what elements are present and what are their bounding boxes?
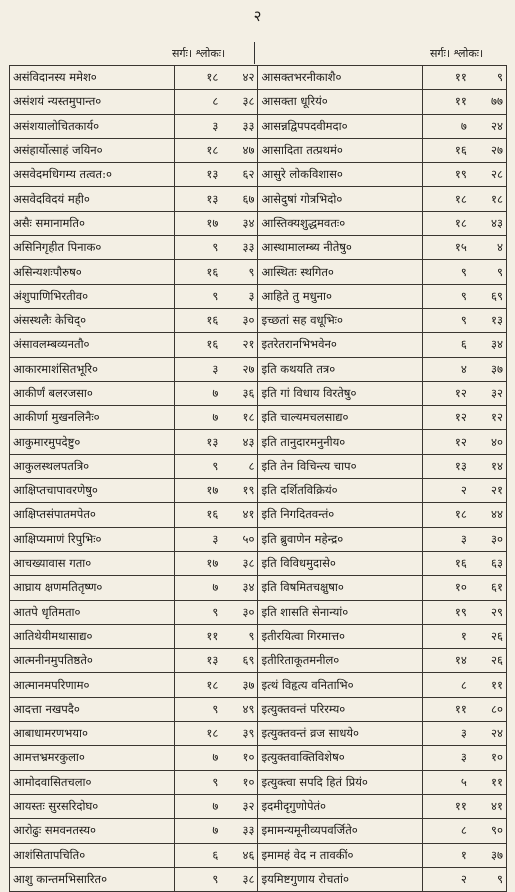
right-entry: आसादिता तत्प्रथमं० <box>258 138 423 162</box>
right-verse: ४० <box>470 430 507 454</box>
right-canto: १३ <box>423 454 470 478</box>
left-canto: १६ <box>174 333 221 357</box>
right-entry: आस्थितः स्थगित० <box>258 260 423 284</box>
left-verse: ६७ <box>221 187 258 211</box>
right-verse: ४१ <box>470 794 507 818</box>
right-entry: इतीरयित्वा गिरमात्त० <box>258 624 423 648</box>
index-row <box>10 187 507 211</box>
left-canto: ८ <box>174 90 221 114</box>
right-verse: २८ <box>470 163 507 187</box>
index-row <box>10 843 507 867</box>
left-entry: असंहार्योत्साहं जयिन० <box>10 138 175 162</box>
right-entry: इति निगदितवन्तं० <box>258 503 423 527</box>
index-row <box>10 236 507 260</box>
left-verse: १० <box>221 746 258 770</box>
index-row <box>10 551 507 575</box>
index-row <box>10 673 507 697</box>
index-row <box>10 722 507 746</box>
column-header-right: सर्गः। श्लोकः। <box>430 47 484 60</box>
left-canto: ९ <box>174 697 221 721</box>
header-divider <box>254 42 255 64</box>
left-entry: अंसस्थलैः केचिद्० <box>10 308 175 332</box>
right-entry: इत्युक्तवाक्तिविशेष० <box>258 746 423 770</box>
right-verse: ६९ <box>470 284 507 308</box>
column-header-left: सर्गः। श्लोकः। <box>172 47 226 60</box>
left-verse: ३३ <box>221 819 258 843</box>
right-entry: आस्तिक्यशुद्धमवतः० <box>258 211 423 235</box>
right-canto: ५ <box>423 770 470 794</box>
right-canto: ९ <box>423 308 470 332</box>
left-entry: आरोढुः समवनतस्य० <box>10 819 175 843</box>
left-verse: ४१ <box>221 503 258 527</box>
left-canto: १७ <box>174 479 221 503</box>
right-entry: इतीरिताकूतमनील० <box>258 649 423 673</box>
right-verse: ६१ <box>470 576 507 600</box>
right-verse: ४ <box>470 236 507 260</box>
left-verse: ६९ <box>221 649 258 673</box>
left-canto: ९ <box>174 600 221 624</box>
left-entry: अंसावलम्बव्यनतौ० <box>10 333 175 357</box>
right-verse: २४ <box>470 722 507 746</box>
right-verse: ७७ <box>470 90 507 114</box>
left-verse: ४२ <box>221 66 258 90</box>
left-verse: २१ <box>221 333 258 357</box>
left-canto: ७ <box>174 819 221 843</box>
left-canto: ९ <box>174 236 221 260</box>
left-canto: १८ <box>174 722 221 746</box>
left-entry: अंशुपाणिभिरतीव० <box>10 284 175 308</box>
right-entry: इदमीदृगुणोपेतं० <box>258 794 423 818</box>
right-verse: १० <box>470 746 507 770</box>
left-canto: ९ <box>174 454 221 478</box>
left-entry: आतिथेयीमथासाद्य० <box>10 624 175 648</box>
left-canto: ९ <box>174 284 221 308</box>
left-entry: आत्मानमपरिणाम० <box>10 673 175 697</box>
index-row <box>10 357 507 381</box>
left-canto: ७ <box>174 794 221 818</box>
right-verse: ३७ <box>470 357 507 381</box>
left-entry: असवेदमधिगम्य तत्वत:० <box>10 163 175 187</box>
index-row <box>10 211 507 235</box>
left-verse: ३६ <box>221 381 258 405</box>
index-row <box>10 114 507 138</box>
index-row <box>10 697 507 721</box>
right-canto: ९ <box>423 284 470 308</box>
left-verse: ४३ <box>221 430 258 454</box>
right-canto: १५ <box>423 236 470 260</box>
right-canto: १२ <box>423 406 470 430</box>
right-entry: इति ब्रुवाणेन महेन्द्र० <box>258 527 423 551</box>
right-entry: इतरेतरानभिभवेन० <box>258 333 423 357</box>
right-canto: ८ <box>423 819 470 843</box>
right-entry: इमामन्यमूनीव्यपवर्जिते० <box>258 819 423 843</box>
left-canto: १८ <box>174 673 221 697</box>
right-verse: २७ <box>470 138 507 162</box>
right-verse: ११ <box>470 770 507 794</box>
left-canto: १७ <box>174 551 221 575</box>
left-canto: १३ <box>174 163 221 187</box>
right-entry: आहिते तु मधुना० <box>258 284 423 308</box>
right-verse: २१ <box>470 479 507 503</box>
index-row <box>10 479 507 503</box>
right-canto: ८ <box>423 673 470 697</box>
right-entry: इति तेन विचिन्त्य चाप० <box>258 454 423 478</box>
left-canto: ३ <box>174 357 221 381</box>
left-entry: आचख्यावास गता० <box>10 551 175 575</box>
left-verse: ४६ <box>221 843 258 867</box>
right-canto: ३ <box>423 746 470 770</box>
right-canto: ११ <box>423 66 470 90</box>
index-row <box>10 624 507 648</box>
left-entry: असवेदविदयं मही० <box>10 187 175 211</box>
right-entry: आसन्नद्विपपदवीमदा० <box>258 114 423 138</box>
left-verse: ३८ <box>221 551 258 575</box>
index-row <box>10 138 507 162</box>
right-canto: २ <box>423 867 470 891</box>
right-entry: आस्थामालम्ब्य नीतेषु० <box>258 236 423 260</box>
left-entry: असंशयालोचितकार्य० <box>10 114 175 138</box>
index-row <box>10 381 507 405</box>
index-row <box>10 527 507 551</box>
index-row <box>10 90 507 114</box>
index-row <box>10 867 507 891</box>
left-entry: आकुलस्थलपतत्रि० <box>10 454 175 478</box>
right-verse: ४४ <box>470 503 507 527</box>
left-entry: आकुमारमुपदेष्टु० <box>10 430 175 454</box>
left-canto: १३ <box>174 649 221 673</box>
right-verse: ६३ <box>470 551 507 575</box>
left-canto: ७ <box>174 576 221 600</box>
left-canto: १८ <box>174 66 221 90</box>
left-verse: ५० <box>221 527 258 551</box>
right-verse: १३ <box>470 308 507 332</box>
right-canto: १२ <box>423 381 470 405</box>
right-entry: इच्छतां सह वधूभिः० <box>258 308 423 332</box>
index-row <box>10 600 507 624</box>
right-verse: ९ <box>470 867 507 891</box>
left-verse: ३० <box>221 308 258 332</box>
index-row <box>10 430 507 454</box>
left-verse: ९ <box>221 260 258 284</box>
left-verse: ६२ <box>221 163 258 187</box>
left-canto: १६ <box>174 503 221 527</box>
index-row <box>10 284 507 308</box>
left-entry: आत्मनीनमुपतिष्ठते० <box>10 649 175 673</box>
left-canto: ९ <box>174 770 221 794</box>
left-verse: ३७ <box>221 673 258 697</box>
right-verse: २६ <box>470 624 507 648</box>
left-verse: १९ <box>221 479 258 503</box>
left-entry: आमोदवासितचला० <box>10 770 175 794</box>
right-entry: आसक्तभरनीकाशै० <box>258 66 423 90</box>
right-canto: १२ <box>423 430 470 454</box>
right-canto: १० <box>423 576 470 600</box>
index-row <box>10 163 507 187</box>
index-row <box>10 454 507 478</box>
right-verse: ४३ <box>470 211 507 235</box>
left-entry: आशु कान्तमभिसारित० <box>10 867 175 891</box>
left-canto: ११ <box>174 624 221 648</box>
index-row <box>10 649 507 673</box>
right-canto: १९ <box>423 163 470 187</box>
left-canto: ७ <box>174 381 221 405</box>
left-verse: ३ <box>221 284 258 308</box>
right-entry: इति कथयति तत्र० <box>258 357 423 381</box>
right-verse: ९ <box>470 260 507 284</box>
right-canto: १६ <box>423 551 470 575</box>
left-entry: आकीर्णा मुखनलिनैः० <box>10 406 175 430</box>
right-canto: ३ <box>423 527 470 551</box>
index-row <box>10 260 507 284</box>
left-verse: ९ <box>221 624 258 648</box>
left-verse: ३४ <box>221 211 258 235</box>
right-entry: आसक्ता धूरियं० <box>258 90 423 114</box>
right-entry: इत्युक्तवन्तं व्रज साधये० <box>258 722 423 746</box>
right-entry: इत्थं विहृत्य वनिताभि० <box>258 673 423 697</box>
index-row <box>10 503 507 527</box>
index-row <box>10 819 507 843</box>
left-verse: ३८ <box>221 867 258 891</box>
left-canto: १८ <box>174 138 221 162</box>
right-verse: ९० <box>470 819 507 843</box>
right-canto: १४ <box>423 649 470 673</box>
right-canto: ३ <box>423 722 470 746</box>
right-canto: ११ <box>423 697 470 721</box>
left-verse: ३४ <box>221 576 258 600</box>
right-entry: आसेदुषां गोत्रभिदो० <box>258 187 423 211</box>
right-entry: इति चाल्यमचलसाद्य० <box>258 406 423 430</box>
right-verse: १४ <box>470 454 507 478</box>
left-entry: आकीर्णं बलरजसा० <box>10 381 175 405</box>
left-verse: ३३ <box>221 114 258 138</box>
right-verse: ८० <box>470 697 507 721</box>
right-entry: इति शासति सेनान्यां० <box>258 600 423 624</box>
left-verse: ८ <box>221 454 258 478</box>
right-verse: २४ <box>470 114 507 138</box>
left-entry: आदत्ता नखपदै० <box>10 697 175 721</box>
right-verse: २६ <box>470 649 507 673</box>
left-entry: आघ्राय क्षणमतितृष्ण० <box>10 576 175 600</box>
left-entry: आकारमाशंसितभूरि० <box>10 357 175 381</box>
left-entry: असंशयं न्यस्तमुपान्त० <box>10 90 175 114</box>
right-entry: आसुरे लोकविशास० <box>258 163 423 187</box>
right-verse: १८ <box>470 187 507 211</box>
left-verse: ३२ <box>221 794 258 818</box>
index-row <box>10 308 507 332</box>
left-entry: आक्षिप्यमाणं रिपुभिः० <box>10 527 175 551</box>
page-number: २ <box>253 7 262 25</box>
right-canto: १६ <box>423 138 470 162</box>
right-verse: २९ <box>470 600 507 624</box>
left-canto: ३ <box>174 114 221 138</box>
right-canto: ४ <box>423 357 470 381</box>
index-row <box>10 770 507 794</box>
left-entry: असैः समानामति० <box>10 211 175 235</box>
index-row <box>10 794 507 818</box>
right-canto: ६ <box>423 333 470 357</box>
left-canto: ३ <box>174 527 221 551</box>
right-entry: इति तानुदारमनुनीय० <box>258 430 423 454</box>
left-entry: आयस्तः सुरसरिदोघ० <box>10 794 175 818</box>
left-entry: असिन्यशःपौरुष० <box>10 260 175 284</box>
right-canto: ११ <box>423 794 470 818</box>
right-canto: १ <box>423 843 470 867</box>
left-canto: ७ <box>174 746 221 770</box>
right-entry: इति दर्शितविक्रियं० <box>258 479 423 503</box>
right-verse: ३२ <box>470 381 507 405</box>
right-verse: ९ <box>470 66 507 90</box>
right-entry: इति विविधमुदासे० <box>258 551 423 575</box>
right-entry: इति विषमितचक्षुषा० <box>258 576 423 600</box>
right-verse: ३७ <box>470 843 507 867</box>
right-entry: इमामहं वेद न तावकीं० <box>258 843 423 867</box>
right-entry: इत्युक्तवन्तं परिरम्य० <box>258 697 423 721</box>
left-verse: १८ <box>221 406 258 430</box>
left-canto: १३ <box>174 187 221 211</box>
left-canto: १३ <box>174 430 221 454</box>
left-verse: ४९ <box>221 697 258 721</box>
left-canto: १६ <box>174 260 221 284</box>
left-verse: ३३ <box>221 236 258 260</box>
right-canto: ७ <box>423 114 470 138</box>
right-canto: १८ <box>423 503 470 527</box>
right-entry: इयमिष्टगुणाय रोचतां० <box>258 867 423 891</box>
right-canto: १९ <box>423 600 470 624</box>
left-entry: आक्षिप्तसंपातमपेत० <box>10 503 175 527</box>
left-entry: असंविदानस्य ममेश० <box>10 66 175 90</box>
left-canto: १६ <box>174 308 221 332</box>
left-entry: आशंसितापचिति० <box>10 843 175 867</box>
right-verse: ३० <box>470 527 507 551</box>
left-entry: आतपे धृतिमता० <box>10 600 175 624</box>
left-verse: ३८ <box>221 90 258 114</box>
left-entry: आबाधामरणभया० <box>10 722 175 746</box>
index-row <box>10 746 507 770</box>
index-row <box>10 66 507 90</box>
left-verse: १० <box>221 770 258 794</box>
left-canto: ७ <box>174 406 221 430</box>
left-entry: आमत्तभ्रमरकुला० <box>10 746 175 770</box>
right-canto: १ <box>423 624 470 648</box>
index-row <box>10 406 507 430</box>
right-canto: १८ <box>423 187 470 211</box>
left-verse: ४७ <box>221 138 258 162</box>
right-verse: ३४ <box>470 333 507 357</box>
left-canto: ६ <box>174 843 221 867</box>
right-canto: १८ <box>423 211 470 235</box>
left-canto: १७ <box>174 211 221 235</box>
left-entry: असिनिगृहीत पिनाक० <box>10 236 175 260</box>
verse-index-table <box>9 65 507 892</box>
right-entry: इत्युक्त्वा सपदि हितं प्रियं० <box>258 770 423 794</box>
left-verse: ३० <box>221 600 258 624</box>
right-verse: ११ <box>470 673 507 697</box>
index-row <box>10 333 507 357</box>
right-entry: इति गां विधाय विरतेषु० <box>258 381 423 405</box>
right-verse: १२ <box>470 406 507 430</box>
left-verse: २७ <box>221 357 258 381</box>
right-canto: ११ <box>423 90 470 114</box>
index-row <box>10 576 507 600</box>
left-canto: ९ <box>174 867 221 891</box>
left-verse: ३९ <box>221 722 258 746</box>
left-entry: आक्षिप्तचापावरणेषु० <box>10 479 175 503</box>
right-canto: २ <box>423 479 470 503</box>
right-canto: ९ <box>423 260 470 284</box>
